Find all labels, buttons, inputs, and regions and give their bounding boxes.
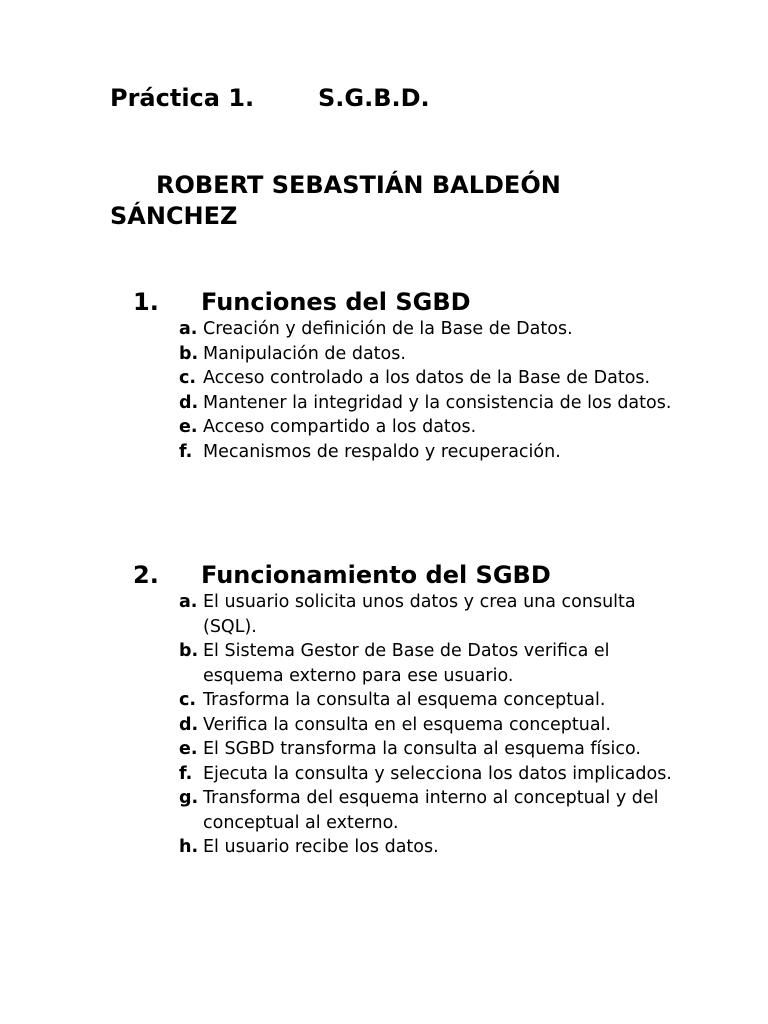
item-text: Verifica la consulta en el esquema conceptual. [203, 714, 611, 735]
subject-label: S.G.B.D. [318, 84, 430, 112]
list-item [179, 342, 673, 367]
item-text: Acceso controlado a los datos de la Base de Datos. [203, 368, 651, 388]
list-item [179, 835, 673, 860]
list-item [179, 317, 673, 342]
item-letter: a. [179, 592, 198, 612]
list-item [179, 366, 673, 391]
item-text: Mantener la integridad y la consistencia de los datos. [203, 392, 672, 413]
item-letter: f. [179, 763, 193, 784]
item-text: Manipulación de datos. [203, 343, 406, 364]
item-letter: c. [179, 690, 197, 710]
practice-label: Práctica 1. [110, 84, 255, 112]
item-letter: e. [179, 739, 198, 759]
item-letter: b. [179, 641, 199, 661]
section-funciones [133, 287, 673, 464]
section-number: 1. [133, 288, 159, 316]
item-text: El SGBD transforma la consulta al esquema físico. [203, 739, 641, 759]
item-text: Acceso compartido a los datos. [203, 417, 477, 437]
list-item [179, 639, 673, 688]
list-item [179, 391, 673, 416]
list-item [179, 590, 673, 639]
item-letter: d. [179, 714, 199, 735]
item-text: Ejecuta la consulta y selecciona los datos implicados. [203, 763, 672, 784]
item-letter: e. [179, 417, 198, 437]
item-text: Mecanismos de respaldo y recuperación. [203, 441, 561, 462]
item-text: Trasforma la consulta al esquema conceptual. [203, 690, 606, 710]
list-item [179, 786, 673, 835]
item-list [133, 590, 673, 860]
list-item [179, 737, 673, 762]
list-item [179, 688, 673, 713]
list-item [179, 415, 673, 440]
item-letter: h. [179, 837, 199, 857]
list-item [179, 762, 673, 787]
author-name: ROBERT SEBASTIÁN BALDEÓN SÁNCHEZ [110, 171, 561, 230]
document-title [110, 84, 430, 112]
item-letter: f. [179, 441, 193, 462]
item-letter: a. [179, 319, 198, 339]
item-text: El Sistema Gestor de Base de Datos verifica el esquema externo para ese usuario. [203, 641, 610, 686]
item-letter: d. [179, 392, 199, 413]
item-letter: g. [179, 788, 199, 808]
section-funcionamiento [133, 560, 673, 860]
section-number: 2. [133, 561, 159, 589]
item-letter: c. [179, 368, 197, 388]
item-text: El usuario solicita unos datos y crea una consulta (SQL). [203, 592, 636, 637]
section-heading [133, 287, 673, 317]
section-heading [133, 560, 673, 590]
list-item [179, 440, 673, 465]
list-item [179, 713, 673, 738]
section-title: Funciones del SGBD [201, 288, 471, 316]
section-title: Funcionamiento del SGBD [201, 561, 551, 589]
item-text: Transforma del esquema interno al conceptual y del conceptual al externo. [203, 788, 659, 833]
item-text: El usuario recibe los datos. [203, 837, 439, 857]
item-text: Creación y definición de la Base de Datos. [203, 319, 573, 339]
item-letter: b. [179, 343, 199, 364]
item-list [133, 317, 673, 464]
